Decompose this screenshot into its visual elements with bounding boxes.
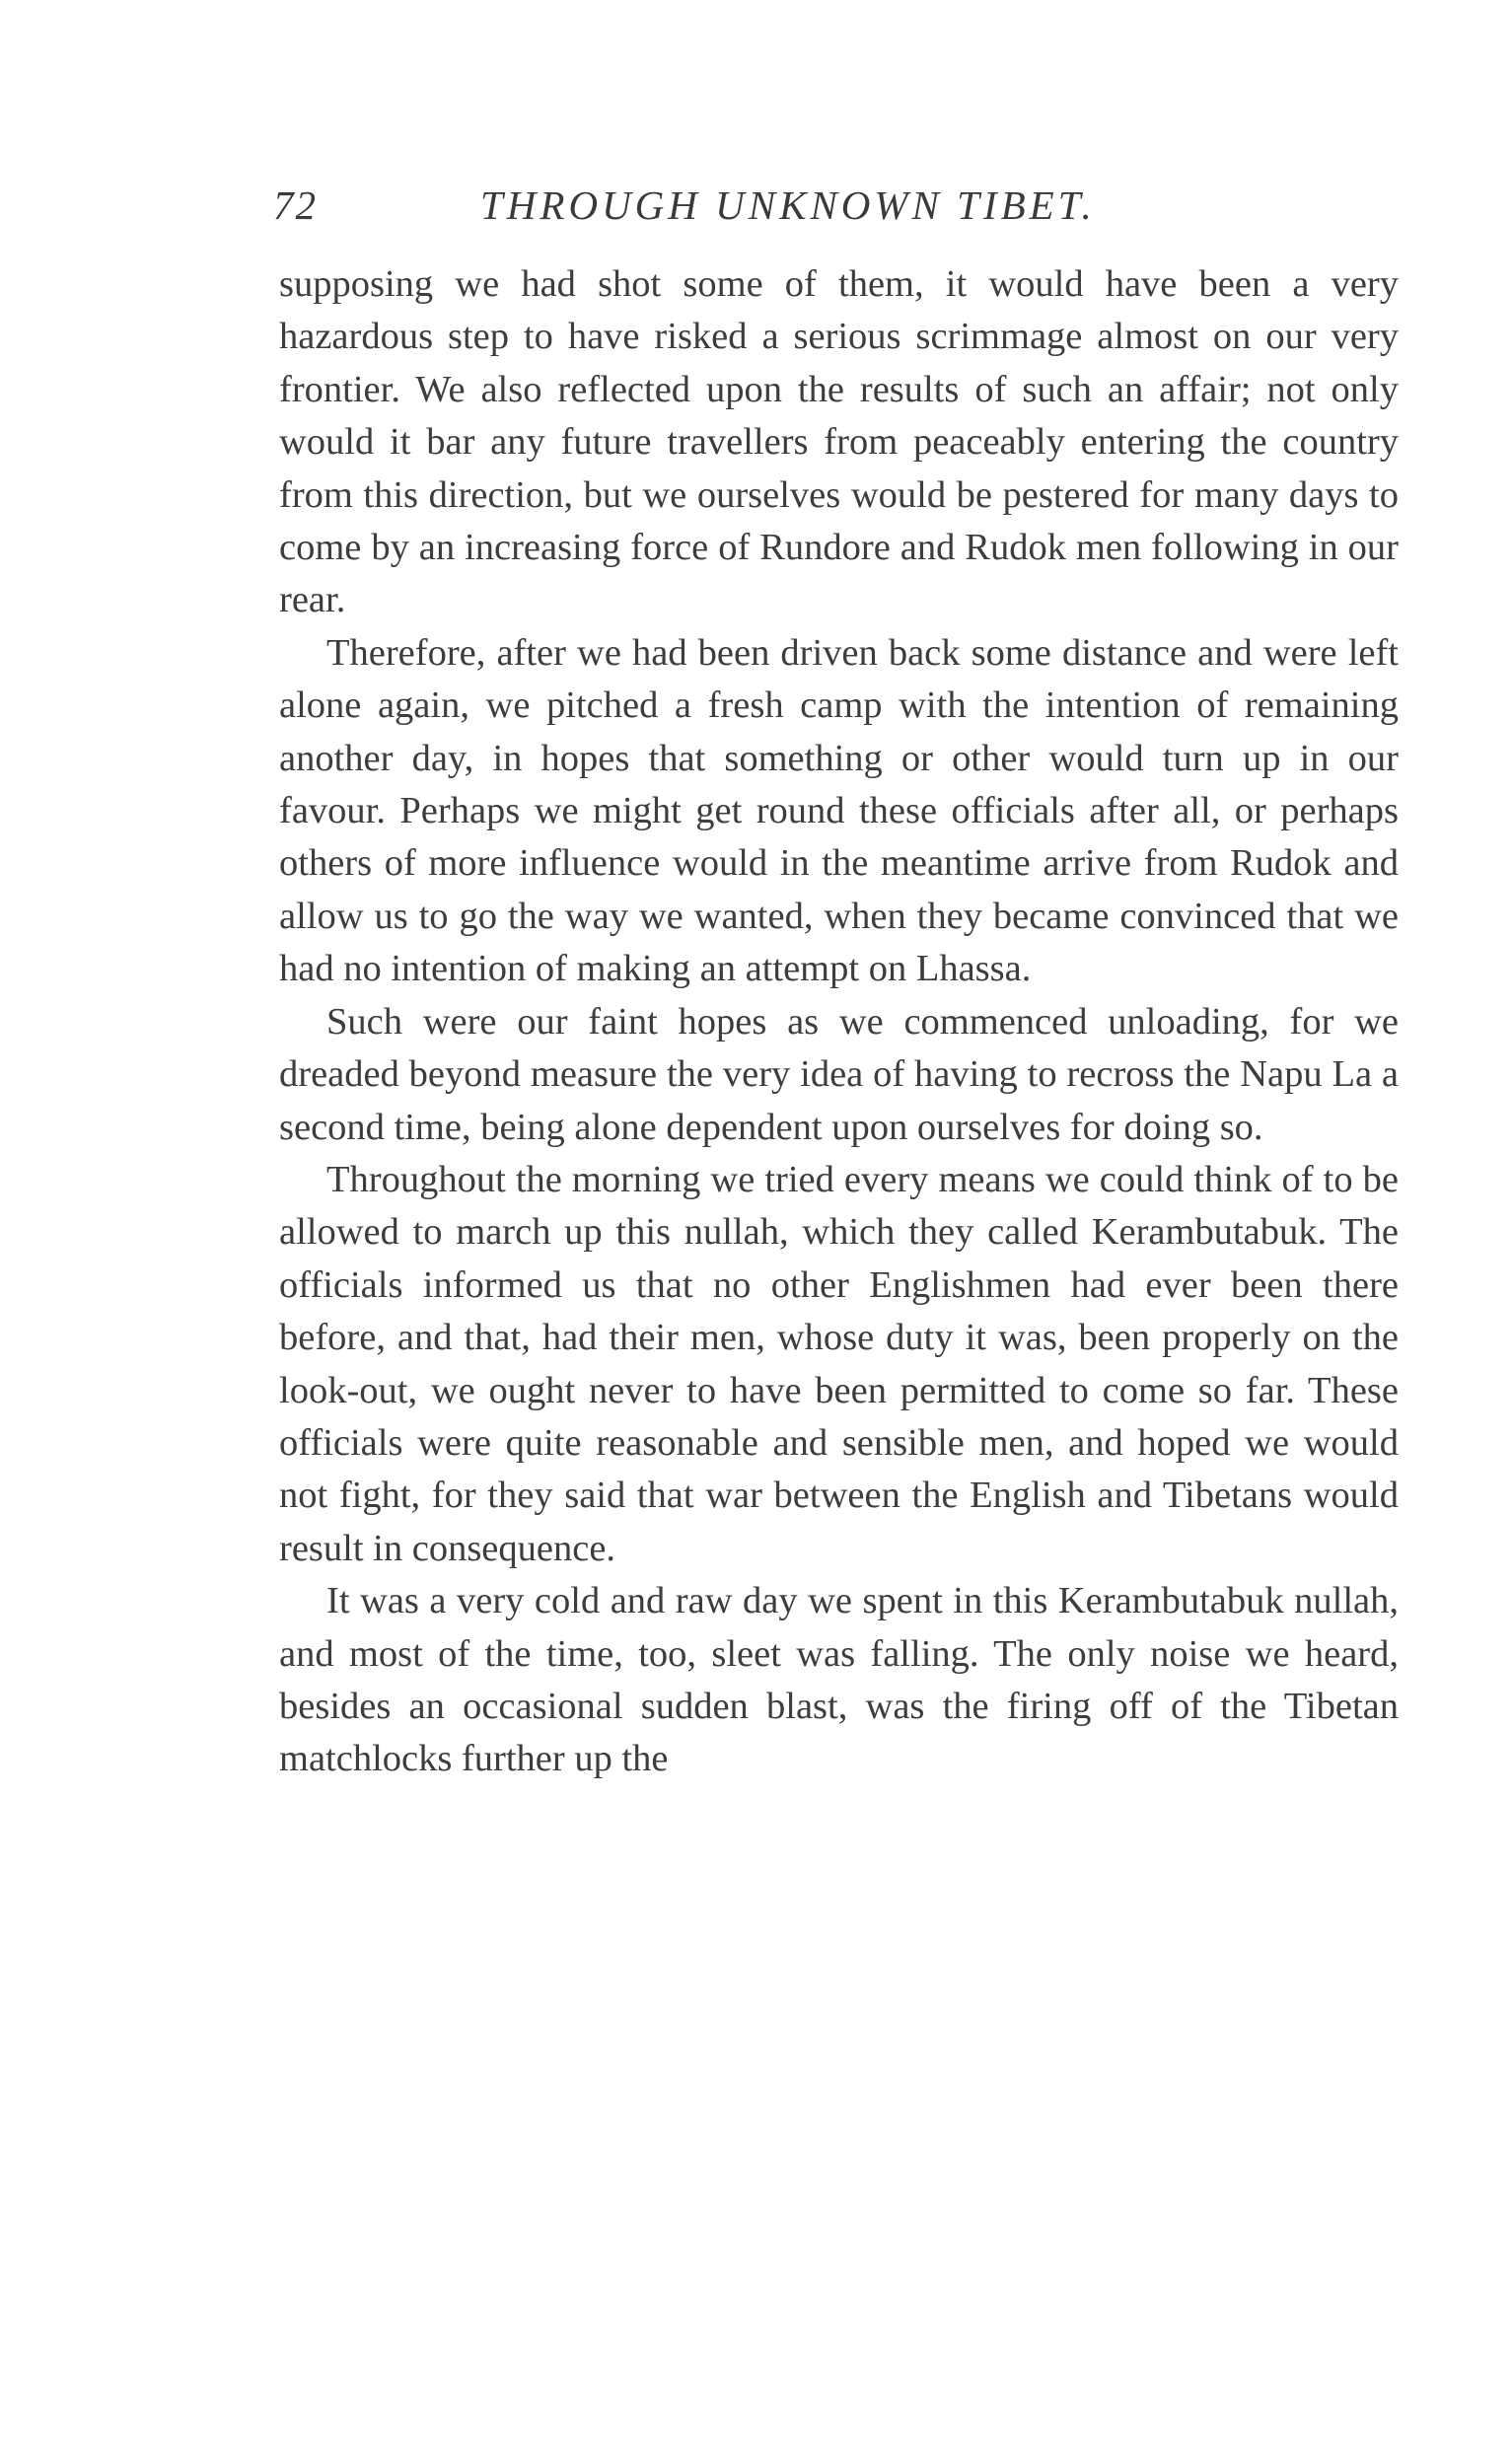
running-title: THROUGH UNKNOWN TIBET. [480, 182, 1096, 228]
page-number: 72 [273, 182, 318, 228]
body-text [279, 258, 1399, 1786]
paragraph-2: Therefore, after we had been driven back some distance and were left alone again, we pitched a fresh camp with the intention of remaining another day, in hopes that something or other would turn up in our favour. Perhaps we might get round these officials after all, or perhaps others of more influence would in the meantime arrive from Rudok and allow us to go the way we wanted, when they became convinced that we had no intention of making an attempt on Lhassa. [279, 631, 1399, 990]
paragraph-1: supposing we had shot some of them, it would have been a very hazardous step to have risked a serious scrimmage almost on our very frontier. We also reflected upon the results of such an affair; not only would it bar any future travellers from peaceably entering the country from this direction, but we ourselves would be pestered for many days to come by an increasing force of Rundore and Rudok men following in our rear. [279, 263, 1399, 621]
paragraph-5: It was a very cold and raw day we spent in this Kerambutabuk nullah, and most of the time, too, sleet was falling. The only noise we heard, besides an occasional sudden blast, was the firing off of the Tibetan matchlocks further up the [279, 1580, 1399, 1780]
paragraph-4: Throughout the morning we tried every means we could think of to be allowed to march up this nullah, which they called Kerambutabuk. The officials informed us that no other Englishmen had ever been there before, and that, had their men, whose duty it was, been properly on the look-out, we ought never to have been permitted to come so far. These officials were quite reasonable and sensible men, and hoped we would not fight, for they said that war between the English and Tibetans would result in consequence. [279, 1158, 1399, 1569]
page-header [273, 181, 1398, 241]
paragraph-3: Such were our faint hopes as we commenced unloading, for we dreaded beyond measure the very idea of having to recross the Napu La a second time, being alone dependent upon ourselves for doing so. [279, 1000, 1399, 1148]
